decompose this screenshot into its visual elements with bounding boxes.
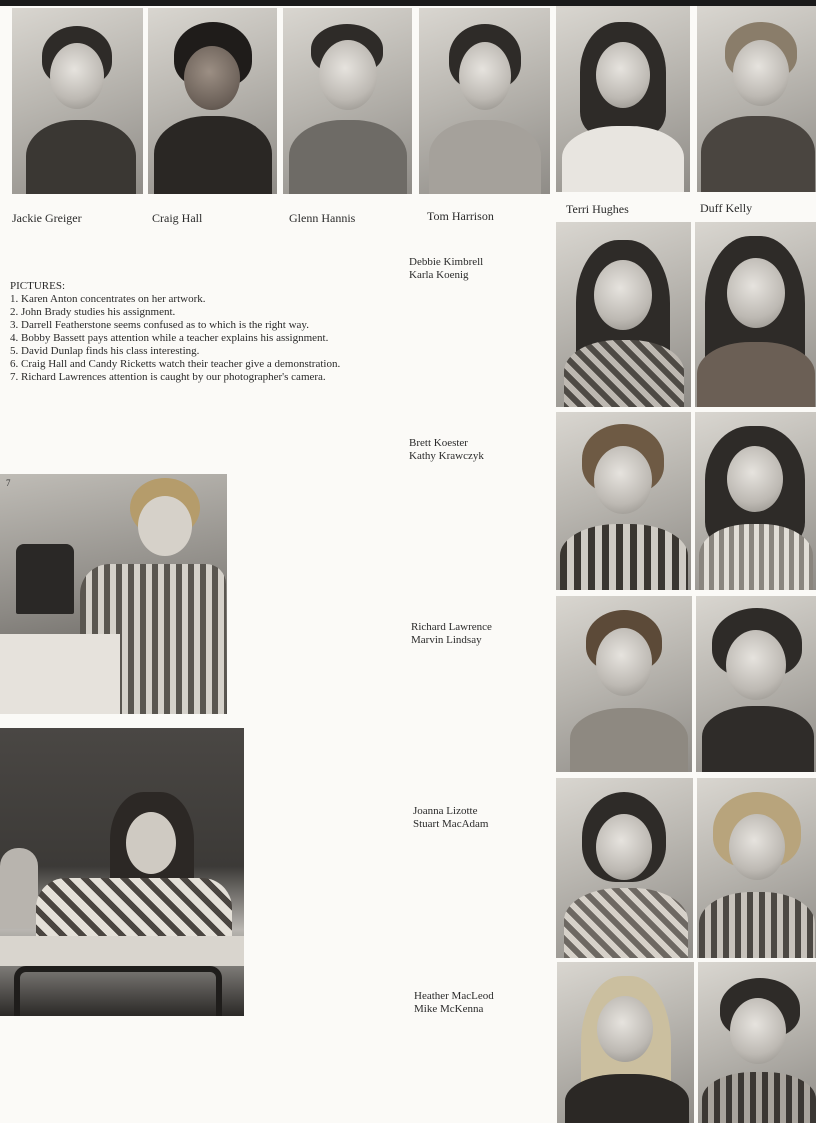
name-brett-koester: Brett Koester bbox=[409, 437, 468, 449]
name-glenn-hannis: Glenn Hannis bbox=[289, 211, 356, 225]
caption-item: 2. John Brady studies his assignment. bbox=[10, 306, 176, 318]
name-mike-mckenna: Mike McKenna bbox=[414, 1003, 484, 1015]
name-joanna-lizotte: Joanna Lizotte bbox=[413, 805, 478, 817]
portrait-craig-hall bbox=[148, 8, 277, 194]
portrait-debbie-kimbrell bbox=[556, 222, 691, 407]
name-debbie-kimbrell: Debbie Kimbrell bbox=[409, 256, 484, 268]
pair-names-4 bbox=[413, 805, 488, 831]
portrait-heather-macleod bbox=[557, 962, 694, 1123]
name-marvin-lindsay: Marvin Lindsay bbox=[411, 634, 482, 646]
portrait-glenn-hannis bbox=[283, 8, 412, 194]
portrait-stuart-macadam bbox=[697, 778, 816, 958]
captions-heading: PICTURES: bbox=[10, 280, 66, 292]
portrait-joanna-lizotte bbox=[556, 778, 693, 958]
name-tom-harrison: Tom Harrison bbox=[427, 209, 494, 223]
portrait-tom-harrison bbox=[419, 8, 550, 194]
caption-item: 3. Darrell Featherstone seems confused as to which is the right way. bbox=[10, 319, 309, 331]
name-terri-hughes: Terri Hughes bbox=[566, 202, 629, 216]
name-karla-koenig: Karla Koenig bbox=[409, 269, 469, 281]
name-kathy-krawczyk: Kathy Krawczyk bbox=[409, 450, 484, 462]
portrait-karla-koenig bbox=[695, 222, 816, 407]
portrait-marvin-lindsay bbox=[696, 596, 816, 772]
candid-photo-sewing bbox=[0, 474, 227, 714]
portrait-terri-hughes bbox=[556, 6, 690, 192]
photo-number: 7 bbox=[6, 478, 11, 488]
portrait-brett-koester bbox=[556, 412, 691, 590]
caption-item: 7. Richard Lawrences attention is caught by our photographer's camera. bbox=[10, 371, 326, 383]
portrait-kathy-krawczyk bbox=[695, 412, 816, 590]
candid-photo-classroom bbox=[0, 728, 244, 1016]
name-craig-hall: Craig Hall bbox=[152, 211, 203, 225]
caption-item: 5. David Dunlap finds his class interesting. bbox=[10, 345, 200, 357]
name-heather-macleod: Heather MacLeod bbox=[414, 990, 494, 1002]
caption-item: 6. Craig Hall and Candy Ricketts watch their teacher give a demonstration. bbox=[10, 358, 341, 370]
name-stuart-macadam: Stuart MacAdam bbox=[413, 818, 489, 830]
portrait-jackie-greiger bbox=[12, 8, 143, 194]
name-richard-lawrence: Richard Lawrence bbox=[411, 621, 492, 633]
portrait-mike-mckenna bbox=[698, 962, 816, 1123]
page-top-edge bbox=[0, 0, 816, 6]
portrait-richard-lawrence bbox=[556, 596, 692, 772]
caption-item: 1. Karen Anton concentrates on her artwork. bbox=[10, 293, 206, 305]
caption-item: 4. Bobby Bassett pays attention while a teacher explains his assignment. bbox=[10, 332, 329, 344]
pair-names-3 bbox=[411, 621, 492, 647]
name-jackie-greiger: Jackie Greiger bbox=[12, 211, 82, 225]
pair-names-5 bbox=[414, 990, 494, 1016]
portrait-duff-kelly bbox=[697, 6, 816, 192]
picture-captions bbox=[10, 280, 370, 384]
name-duff-kelly: Duff Kelly bbox=[700, 201, 753, 215]
pair-names-1 bbox=[409, 256, 483, 282]
pair-names-2 bbox=[409, 437, 484, 463]
